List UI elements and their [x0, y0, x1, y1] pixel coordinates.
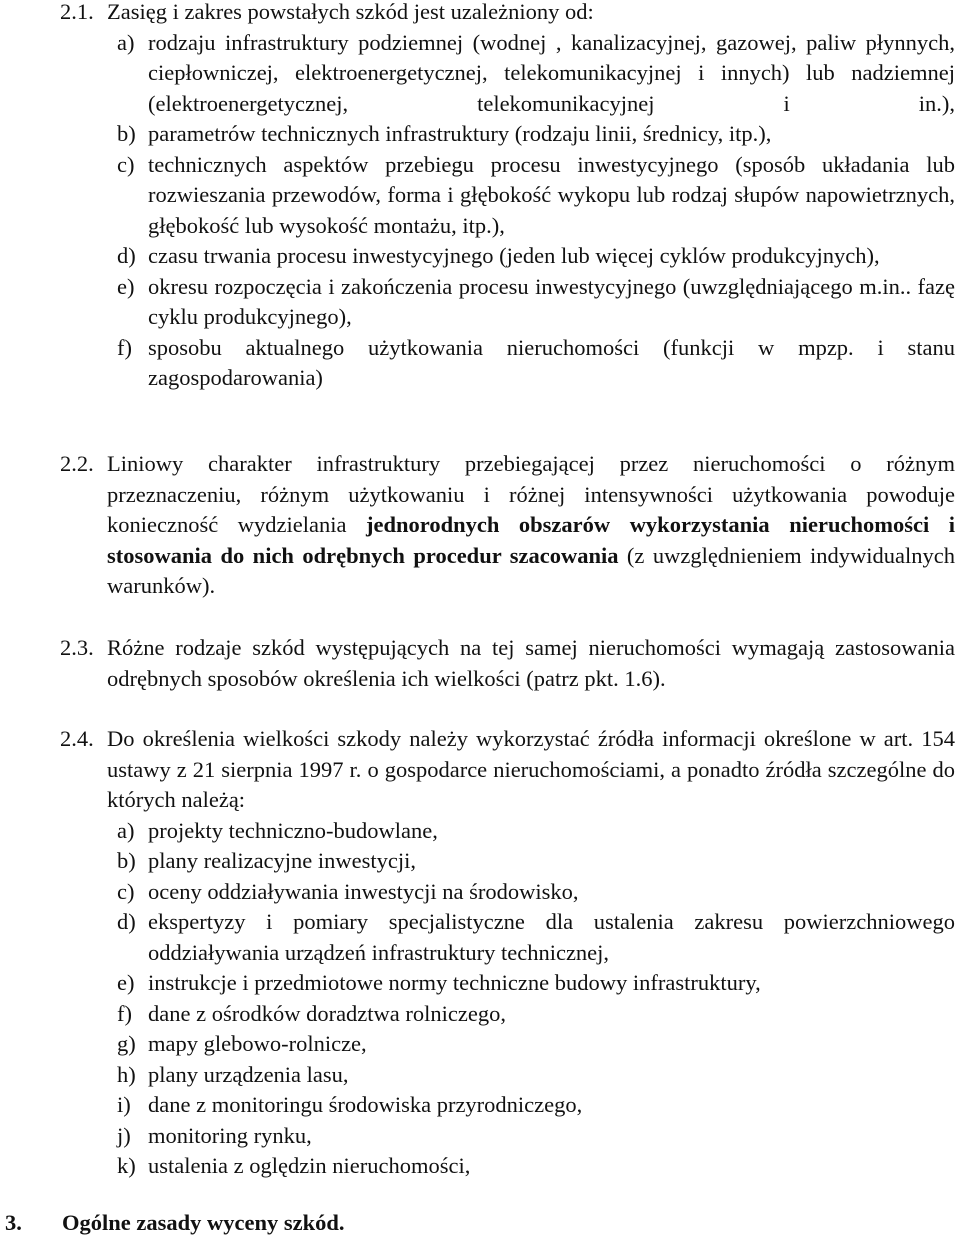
section-number: 2.4.	[60, 726, 94, 751]
list-item	[117, 1090, 955, 1121]
item-label: d)	[117, 243, 136, 268]
section-number: 2.1.	[60, 0, 94, 24]
item-text: mapy glebowo-rolnicze,	[148, 1031, 367, 1056]
list-item	[117, 28, 955, 120]
item-label: c)	[117, 878, 135, 904]
item-text: oceny oddziaływania inwestycji na środowisko,	[148, 878, 579, 904]
item-text: czasu trwania procesu inwestycyjnego (jeden lub więcej cyklów produkcyjnych),	[148, 243, 880, 268]
section-number: 2.3.	[60, 635, 94, 660]
item-label: k)	[117, 1153, 136, 1178]
section-intro: Do określenia wielkości szkody należy wykorzystać źródła informacji określone w art. 154 ustawy z 21 sierpnia 1997 r. o gospodarce nieruchomościami, a ponadto źródła szczególne do których należą:	[107, 726, 955, 812]
list-item	[117, 272, 955, 333]
heading-title: Ogólne zasady wyceny szkód.	[62, 1210, 345, 1235]
list-item	[117, 333, 955, 394]
item-text: instrukcje i przedmiotowe normy techniczne budowy infrastruktury,	[148, 970, 761, 995]
item-label: h)	[117, 1061, 136, 1087]
item-label: j)	[117, 1122, 131, 1148]
item-text: sposobu aktualnego użytkowania nieruchomości (funkcji w mpzp. i stanu zagospodarowania)	[148, 334, 955, 390]
item-label: i)	[117, 1092, 131, 1117]
text-bold: jednorodnych obszarów wykorzystania nieruchomości i stosowania do nich odrębnych procedur szacowania	[107, 512, 956, 568]
section-intro: Zasięg i zakres powstałych szkód jest uzależniony od:	[107, 0, 594, 24]
item-text: rodzaju infrastruktury podziemnej (wodnej , kanalizacyjnej, gazowej, paliw płynnych, ciepłowniczej, elektroenergetycznej, telekomunikacyjnej i innych) lub nadziemnej (elektroenergetycznej, telekomunikacyjnej i in.),	[148, 29, 955, 116]
item-text: monitoring rynku,	[148, 1122, 312, 1148]
item-text: technicznych aspektów przebiegu procesu inwestycyjnego (sposób układania lub rozwieszania przewodów, forma i głębokość wykopu lub rodzaj słupów napowietrznych, głębokość lub wysokość montażu, itp.),	[148, 151, 955, 238]
heading-number: 3.	[5, 1210, 22, 1235]
item-text: dane z ośrodków doradztwa rolniczego,	[148, 1000, 506, 1026]
list-item	[117, 968, 955, 999]
section-text	[107, 449, 955, 602]
item-label: a)	[117, 817, 135, 843]
item-text: dane z monitoringu środowiska przyrodniczego,	[148, 1092, 583, 1117]
item-label: e)	[117, 273, 135, 299]
item-label: c)	[117, 151, 135, 177]
item-label: g)	[117, 1031, 136, 1056]
item-text: plany urządzenia lasu,	[148, 1061, 349, 1087]
list-item	[117, 846, 955, 877]
list-item	[117, 1029, 955, 1060]
text-after: (z uwzględnieniem indywidualnych warunków).	[107, 542, 955, 598]
list-item	[117, 877, 955, 908]
item-label: b)	[117, 848, 136, 873]
item-list	[117, 28, 955, 394]
item-label: d)	[117, 909, 136, 934]
item-text: ustalenia z oględzin nieruchomości,	[148, 1153, 471, 1178]
list-item	[117, 999, 955, 1030]
list-item	[117, 816, 955, 847]
list-item	[117, 907, 955, 968]
item-label: a)	[117, 29, 135, 55]
item-text: projekty techniczno-budowlane,	[148, 817, 438, 843]
list-item	[117, 241, 955, 272]
item-text: plany realizacyjne inwestycji,	[148, 848, 417, 873]
list-item	[117, 1060, 955, 1091]
section-text: Różne rodzaje szkód występujących na tej samej nieruchomości wymagają zastosowania odrębnych sposobów określenia ich wielkości (patrz pkt. 1.6).	[107, 635, 955, 691]
item-label: f)	[117, 1000, 132, 1026]
list-item	[117, 1121, 955, 1152]
item-list	[117, 816, 955, 1182]
item-text: okresu rozpoczęcia i zakończenia procesu inwestycyjnego (uwzględniającego m.in.. fazę cyklu produkcyjnego),	[148, 273, 955, 329]
item-text: ekspertyzy i pomiary specjalistyczne dla ustalenia zakresu powierzchniowego oddziaływania urządzeń infrastruktury technicznej,	[148, 909, 955, 965]
item-label: e)	[117, 970, 135, 995]
section-number: 2.2.	[60, 451, 94, 476]
item-label: b)	[117, 121, 136, 146]
list-item	[117, 1151, 955, 1182]
item-text: parametrów technicznych infrastruktury (rodzaju linii, średnicy, itp.),	[148, 121, 772, 146]
item-label: f)	[117, 334, 132, 360]
text-before: Liniowy charakter infrastruktury przebiegającej przez nieruchomości o różnym przeznaczeniu, różnym użytkowaniu i różnej intensywności użytkowania powoduje konieczność wydzielania	[107, 451, 955, 537]
list-item	[117, 150, 955, 242]
section-heading-3	[5, 1208, 345, 1238]
list-item	[117, 119, 955, 150]
